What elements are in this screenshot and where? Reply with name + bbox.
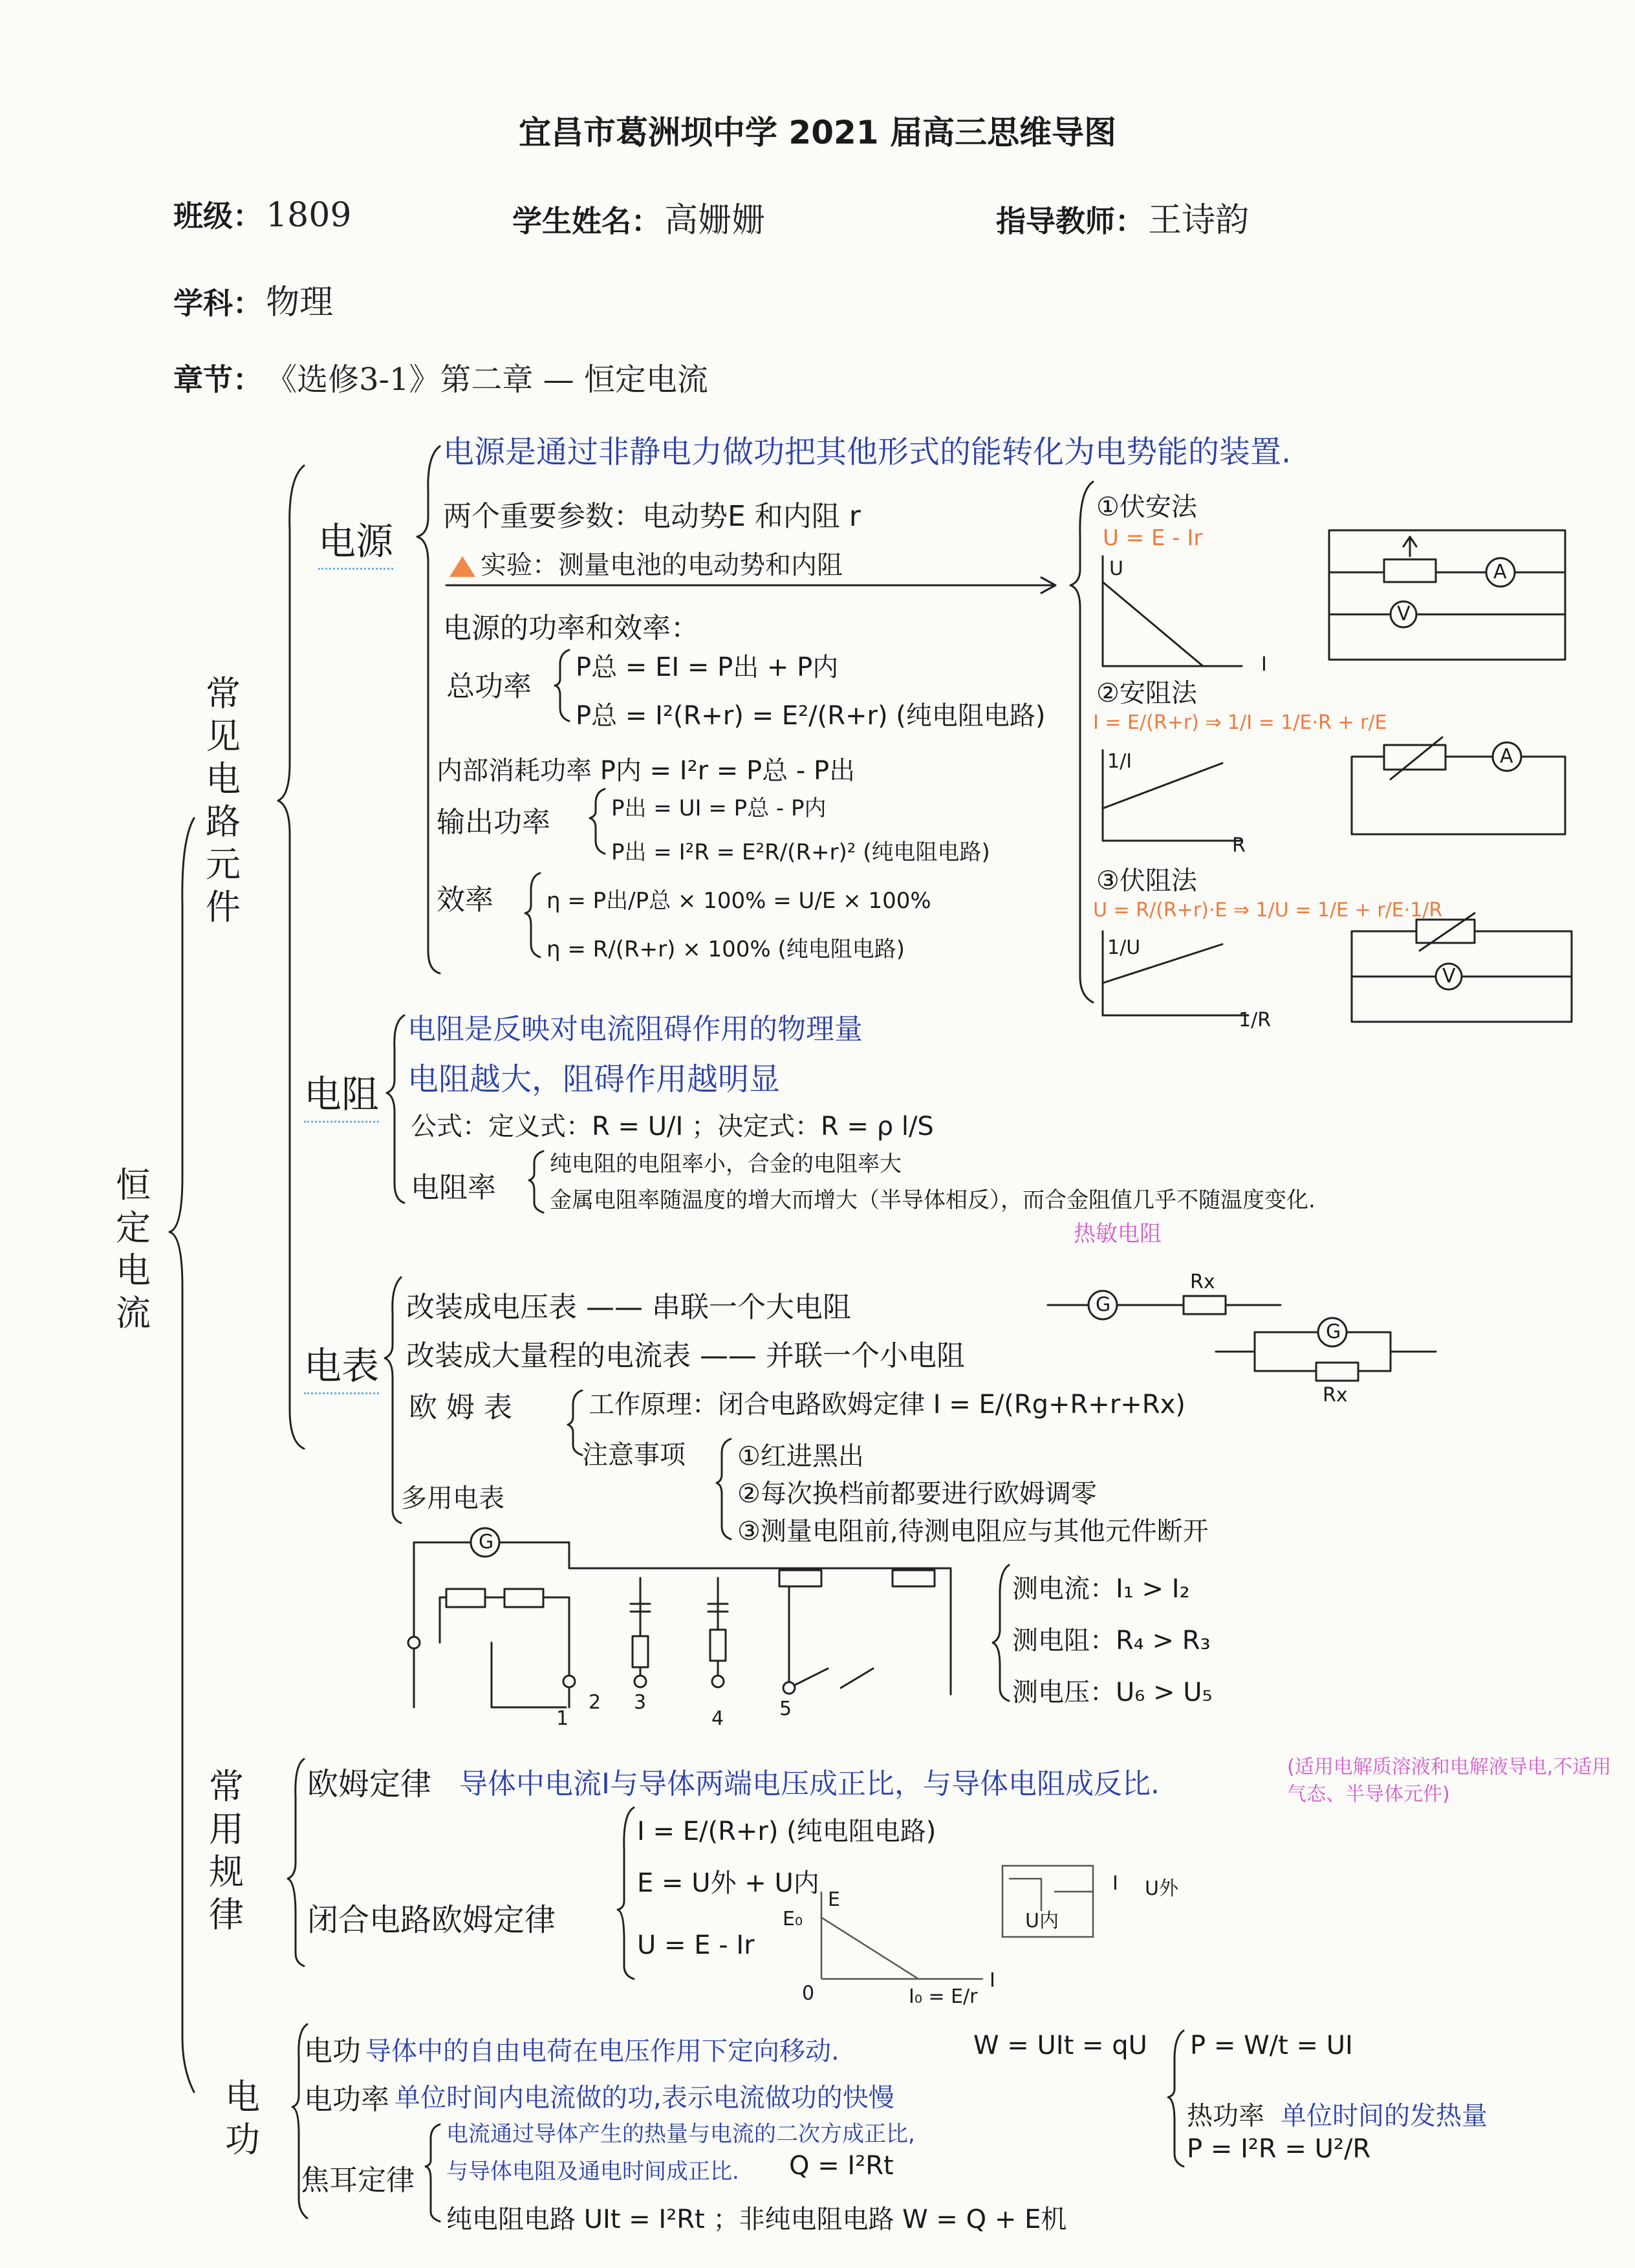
output-power-formula-1: P出 = UI = P总 - P内 xyxy=(611,795,827,821)
work-formula: W = UIt = qU xyxy=(973,2031,1147,2060)
switch-position-3: 3 xyxy=(634,1691,647,1714)
closed-formula-2: E = U外 + U内 xyxy=(637,1868,819,1898)
branch-common-components: 常见电路元件 xyxy=(206,673,241,927)
resistance-line-2: 电阻越大，阻碍作用越明显 xyxy=(407,1061,781,1097)
work-label: 电功 xyxy=(304,2035,361,2068)
power-source-node: 电源 xyxy=(318,511,393,570)
switch-position-1: 1 xyxy=(556,1707,569,1730)
joule-line-2: 与导体电阻及通电时间成正比. xyxy=(446,2159,739,2185)
ohmmeter-label: 欧 姆 表 xyxy=(409,1391,512,1424)
method-2-formula: I = E/(R+r) ⇒ 1/I = 1/E·R + r/E xyxy=(1093,711,1387,734)
heat-power-text: 单位时间的发热量 xyxy=(1281,2101,1488,2131)
joule-law-label: 焦耳定律 xyxy=(301,2164,415,2197)
ammeter-symbol-2: A xyxy=(1500,745,1513,768)
galvanometer-symbol-2: G xyxy=(1326,1321,1341,1343)
branch-common-laws: 常用规律 xyxy=(209,1766,244,1935)
graph-origin-label: 0 xyxy=(802,1982,815,2005)
graph-i-label: I xyxy=(990,1969,995,1992)
student-row xyxy=(512,193,765,241)
class-label: 班级： xyxy=(173,199,263,233)
power-params: 两个重要参数：电动势E 和内阻 r xyxy=(443,500,861,533)
efficiency-formula-2: η = R/(R+r) × 100% (纯电阻电路) xyxy=(547,936,905,962)
efficiency-label: 效率 xyxy=(437,883,493,916)
ammeter-symbol-1: A xyxy=(1493,561,1507,583)
method-3-formula: U = R/(R+r)·E ⇒ 1/U = 1/E + r/E·1/R xyxy=(1093,899,1443,922)
page-title: 宜昌市葛洲坝中学 2021 届高三思维导图 xyxy=(519,114,1116,151)
electric-power-label: 电功率 xyxy=(304,2083,389,2116)
subject-value: 物理 xyxy=(266,283,334,322)
galvanometer-symbol-3: G xyxy=(479,1531,494,1553)
multimeter-label: 多用电表 xyxy=(401,1484,504,1513)
voltmeter-symbol-1: V xyxy=(1397,603,1411,625)
resistivity-label: 电阻率 xyxy=(411,1171,496,1204)
galvanometer-symbol-1: G xyxy=(1096,1293,1111,1316)
switch-position-4: 4 xyxy=(711,1707,724,1730)
warning-triangle-icon xyxy=(449,556,475,577)
method-2-x-label: R xyxy=(1232,834,1246,857)
root-node: 恒定电流 xyxy=(116,1165,151,1334)
output-power-label: 输出功率 xyxy=(437,806,550,839)
graph-e-label: E xyxy=(828,1888,840,1911)
method-1-title: ①伏安法 xyxy=(1096,492,1197,522)
ohm-law-note: (适用电解质溶液和电解液导电,不适用气态、半导体元件) xyxy=(1287,1756,1612,1806)
internal-power: 内部消耗功率 P内 = I²r = P总 - P出 xyxy=(437,756,856,786)
closed-formula-3: U = E - Ir xyxy=(637,1930,755,1960)
class-value: 1809 xyxy=(266,196,352,235)
resistance-line-1: 电阻是反映对电流阻碍作用的物理量 xyxy=(407,1013,863,1046)
graph-i0-label: I₀ = E/r xyxy=(909,1985,978,2008)
joule-formula: Q = I²Rt xyxy=(789,2151,894,2181)
method-1-formula: U = E - Ir xyxy=(1103,525,1203,551)
closed-circuit-label: 闭合电路欧姆定律 xyxy=(307,1902,556,1938)
graph-e0-label: E₀ xyxy=(783,1908,803,1930)
voltmeter-symbol-3: V xyxy=(1442,965,1456,988)
total-power-label: 总功率 xyxy=(446,670,532,703)
branch-electric-work: 电功 xyxy=(225,2077,260,2160)
meter-node: 电表 xyxy=(304,1335,379,1394)
subject-label: 学科： xyxy=(173,286,263,321)
u-external-label: U外 xyxy=(1145,1877,1178,1900)
method-3-title: ③伏阻法 xyxy=(1096,866,1197,896)
ohmmeter-principle: 工作原理：闭合电路欧姆定律 I = E/(Rg+R+r+Rx) xyxy=(589,1390,1186,1420)
joule-line-1: 电流通过导体产生的热量与电流的二次方成正比, xyxy=(446,2121,915,2147)
rx-label-1: Rx xyxy=(1190,1271,1215,1293)
class-row xyxy=(173,193,351,235)
case-current: 测电流：I₁ > I₂ xyxy=(1012,1574,1190,1604)
experiment-row xyxy=(449,545,843,581)
ohm-law-text: 导体中电流I与导体两端电压成正比，与导体电阻成反比. xyxy=(459,1767,1160,1800)
case-voltage: 测电压：U₆ > U₅ xyxy=(1012,1678,1213,1707)
chapter-row xyxy=(173,354,708,399)
resistance-node: 电阻 xyxy=(304,1064,379,1123)
chapter-value: 《选修3-1》第二章 — 恒定电流 xyxy=(266,362,708,398)
rx-label-2: Rx xyxy=(1323,1384,1348,1407)
method-3-y-label: 1/U xyxy=(1107,936,1141,959)
method-2-title: ②安阻法 xyxy=(1096,678,1197,708)
method-1-y-label: U xyxy=(1109,557,1123,580)
thermistor-note: 热敏电阻 xyxy=(1074,1221,1162,1247)
ammeter-conversion: 改装成大量程的电流表 —— 并联一个小电阻 xyxy=(406,1339,965,1372)
method-3-x-label: 1/R xyxy=(1239,1009,1272,1031)
work-text: 导体中的自由电荷在电压作用下定向移动. xyxy=(365,2036,839,2066)
closed-formula-1: I = E/(R+r) (纯电阻电路) xyxy=(637,1817,937,1846)
output-power-formula-2: P出 = I²R = E²R/(R+r)² (纯电阻电路) xyxy=(611,839,990,865)
power-formula: P = W/t = UI xyxy=(1190,2031,1353,2060)
resistivity-line-2: 金属电阻率随温度的增大而增大（半导体相反），而合金阻值几乎不随温度变化. xyxy=(550,1187,1316,1213)
note-1: ①红进黑出 xyxy=(737,1442,864,1471)
teacher-row xyxy=(996,193,1249,241)
case-resistance: 测电阻：R₄ > R₃ xyxy=(1012,1626,1211,1656)
student-value: 高姗姗 xyxy=(664,201,766,240)
subject-row xyxy=(173,275,333,323)
heat-power-formula: P = I²R = U²/R xyxy=(1187,2134,1371,2164)
total-power-formula-2: P总 = I²(R+r) = E²/(R+r) (纯电阻电路) xyxy=(576,701,1046,731)
switch-position-5: 5 xyxy=(779,1698,792,1720)
notes-label: 注意事项 xyxy=(582,1440,686,1470)
electric-power-text: 单位时间内电流做的功,表示电流做功的快慢 xyxy=(395,2083,894,2113)
chapter-label: 章节： xyxy=(173,362,263,397)
power-efficiency-title: 电源的功率和效率： xyxy=(443,612,699,645)
voltmeter-conversion: 改装成电压表 —— 串联一个大电阻 xyxy=(406,1291,851,1324)
efficiency-formula-1: η = P出/P总 × 100% = U/E × 100% xyxy=(547,888,931,914)
method-1-x-label: I xyxy=(1261,653,1267,676)
note-3: ③测量电阻前,待测电阻应与其他元件断开 xyxy=(737,1517,1209,1546)
method-2-y-label: 1/I xyxy=(1107,750,1132,773)
student-label: 学生姓名： xyxy=(512,204,661,239)
switch-position-2: 2 xyxy=(589,1691,601,1714)
u-internal-label: U内 xyxy=(1025,1910,1059,1932)
heat-power-label: 热功率 xyxy=(1187,2101,1264,2131)
experiment-text: 实验：测量电池的电动势和内阻 xyxy=(481,550,843,580)
power-definition: 电源是通过非静电力做功把其他形式的能转化为电势能的装置. xyxy=(443,434,1292,470)
teacher-label: 指导教师： xyxy=(996,204,1145,239)
resistivity-line-1: 纯电阻的电阻率小，合金的电阻率大 xyxy=(550,1151,902,1177)
note-2: ②每次换档前都要进行欧姆调零 xyxy=(737,1479,1097,1509)
total-power-formula-1: P总 = EI = P出 + P内 xyxy=(576,653,839,682)
teacher-value: 王诗韵 xyxy=(1148,201,1250,240)
resistance-formula: 公式：定义式：R = U/I ；决定式：R = ρ l/S xyxy=(411,1112,934,1141)
ohm-law-label: 欧姆定律 xyxy=(307,1766,432,1802)
i-label: I xyxy=(1112,1872,1118,1895)
joule-line-3: 纯电阻电路 UIt = I²Rt ；非纯电阻电路 W = Q + E机 xyxy=(446,2205,1067,2234)
